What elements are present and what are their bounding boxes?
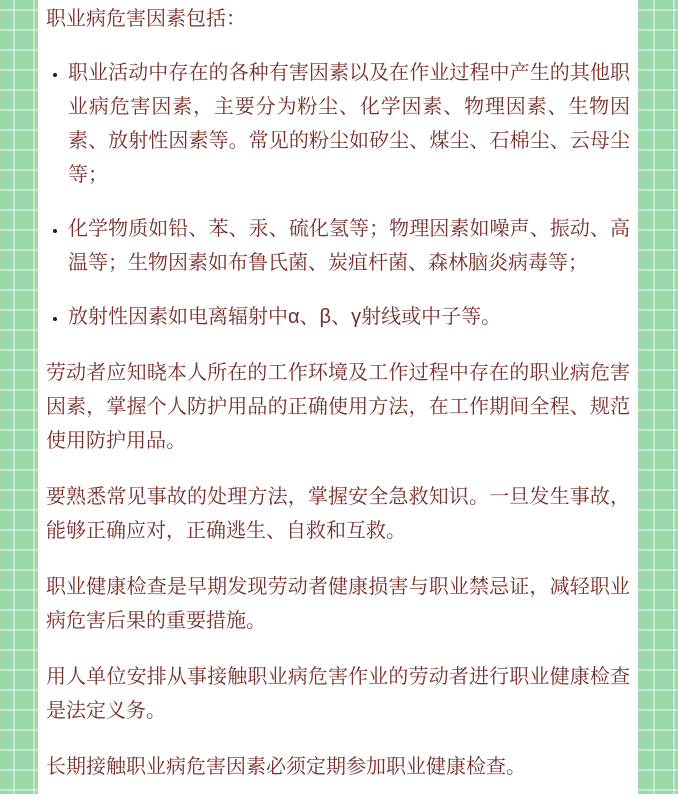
list-item <box>68 300 630 334</box>
list-item-text: 化学物质如铅、苯、汞、硫化氢等；物理因素如噪声、振动、高温等；生物因素如布鲁氏菌、炭疽杆菌、森林脑炎病毒等； <box>68 218 630 274</box>
hazard-factors-list <box>46 56 630 334</box>
paragraph-regular-checkups: 长期接触职业病危害因素必须定期参加职业健康检查。 <box>46 756 526 778</box>
paragraph-worker-awareness: 劳动者应知晓本人所在的工作环境及工作过程中存在的职业病危害因素，掌握个人防护用品的正确使用方法，在工作期间全程、规范使用防护用品。 <box>46 362 630 452</box>
content-card <box>38 0 638 794</box>
list-item <box>68 212 630 280</box>
paragraph-employer-obligation: 用人单位安排从事接触职业病危害作业的劳动者进行职业健康检查是法定义务。 <box>46 666 630 722</box>
article-intro-line: 职业病危害因素包括： <box>46 8 246 30</box>
paragraph-health-check-importance: 职业健康检查是早期发现劳动者健康损害与职业禁忌证，减轻职业病危害后果的重要措施。 <box>46 576 630 632</box>
paragraph-accident-handling: 要熟悉常见事故的处理方法，掌握安全急救知识。一旦发生事故，能够正确应对，正确逃生、自救和互救。 <box>46 486 630 542</box>
list-item <box>68 56 630 192</box>
list-item-text: 职业活动中存在的各种有害因素以及在作业过程中产生的其他职业病危害因素，主要分为粉尘、化学因素、物理因素、生物因素、放射性因素等。常见的粉尘如矽尘、煤尘、石棉尘、云母尘等； <box>68 62 630 186</box>
list-item-text: 放射性因素如电离辐射中α、β、γ射线或中子等。 <box>68 306 502 328</box>
